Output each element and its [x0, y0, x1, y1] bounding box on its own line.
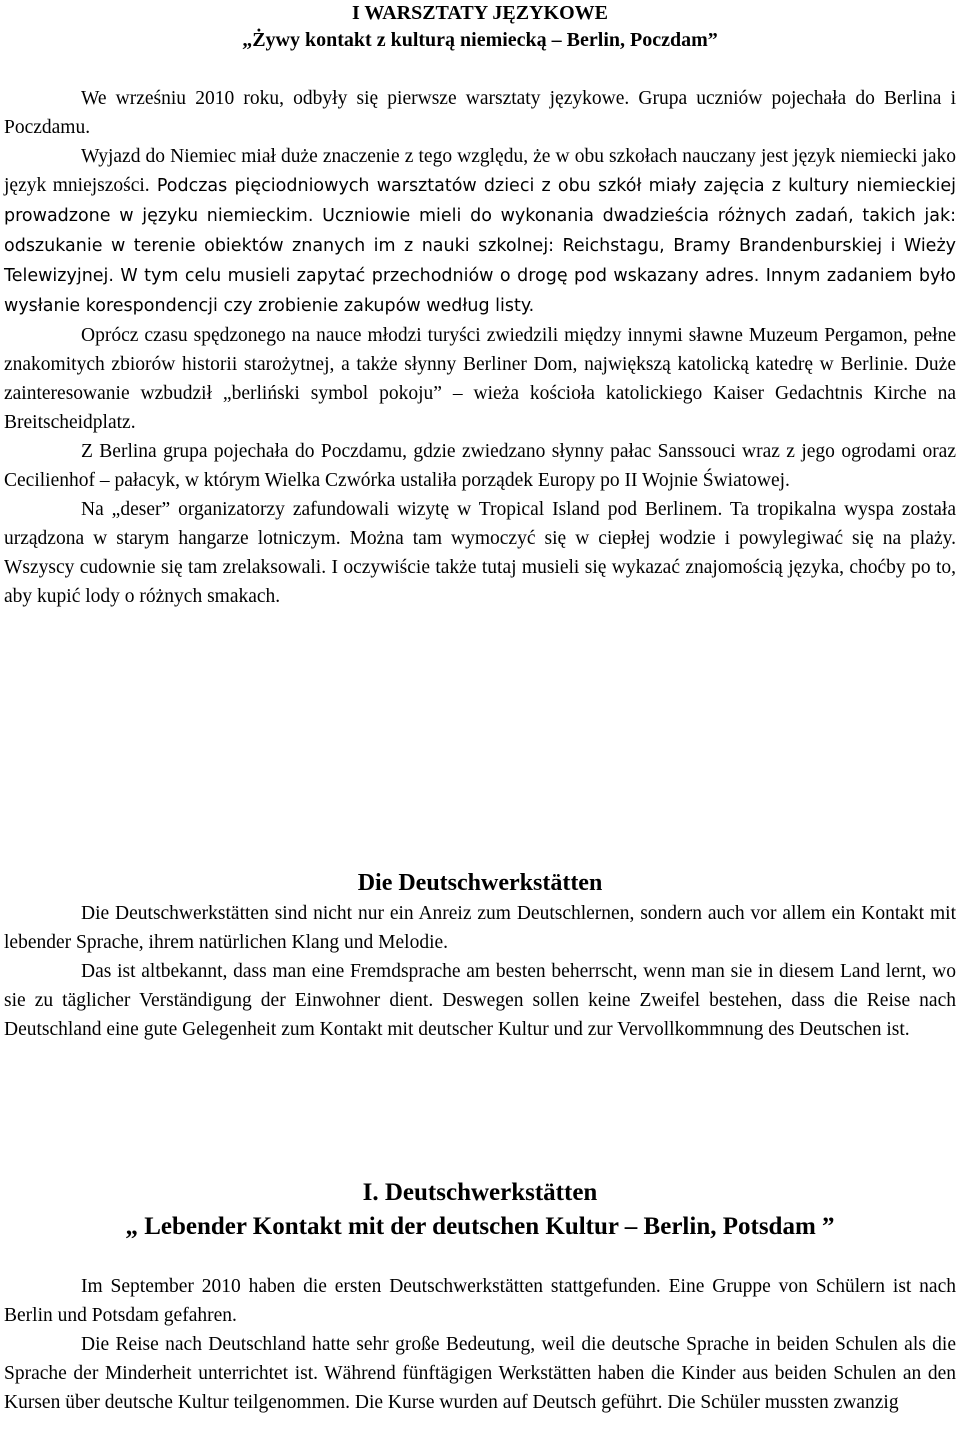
- german-title: I. Deutschwerkstätten: [362, 1179, 598, 1206]
- german-intro-paragraph-2: Das ist altbekannt, dass man eine Fremdsprache am besten beherrscht, wenn man sie in diesem Land lernt, wo sie zu täglicher Verständigung der Einwohner dient. Deswegen sollen keine Zweifel bestehen, dass die Reise nach Deutschland eine gute Gelegenheit zum Kontakt mit deutscher Kultur und zur Vervollkommnung des Deutschen ist.: [4, 961, 956, 1040]
- german-body: [4, 1272, 956, 1417]
- polish-subtitle: „Żywy kontakt z kulturą niemiecką – Berlin, Poczdam”: [242, 29, 718, 51]
- german-paragraph-1: Im September 2010 haben die ersten Deutschwerkstätten stattgefunden. Eine Gruppe von Schülern ist nach Berlin und Potsdam gefahren.: [4, 1276, 956, 1326]
- german-intro-body: [4, 899, 956, 1044]
- polish-paragraph-2: [4, 142, 956, 321]
- polish-paragraph-2-sans-a: Podczas pięciodniowych warsztatów dzieci z obu szkół miały zajęcia z kultury niemieckiej prowadzone w języku niemieckim. Uczniowie mieli do wykonania dwadzieścia różnych zadań, takich jak: odszukanie w terenie obiektów znanych im z nauki szkolnej: Reichstagu, Bramy Brandenburskiej i Wieży Telewizyjnej.: [4, 176, 956, 286]
- polish-paragraph-5: Na „deser” organizatorzy zafundowali wizytę w Tropical Island pod Berlinem. Ta tropikalna wyspa została urządzona w starym hangarze lotniczym. Można tam wymoczyć się w ciepłej wodzie i powylegiwać się na plaży. Wszyscy cudownie się tam zrelaksowali. I oczywiście także tutaj musieli się wykazać znajomością języka, choćby po to, aby kupić lody o różnych smakach.: [4, 499, 956, 607]
- polish-title: I WARSZTATY JĘZYKOWE: [352, 2, 608, 24]
- german-intro-title: Die Deutschwerkstätten: [357, 870, 603, 896]
- polish-paragraph-3: Oprócz czasu spędzonego na nauce młodzi turyści zwiedzili między innymi sławne Muzeum Pergamon, pełne znakomitych zbiorów historii starożytnej, a także słynny Berliner Dom, największą katolicką katedrę w Berlinie. Duże zainteresowanie wzbudził „berliński symbol pokoju” – wieża kościoła katolickiego Kaiser Gedachtnis Kirche na Breitscheidplatz.: [4, 325, 956, 433]
- polish-paragraph-2-sans-b: W tym celu musieli zapytać przechodniów o drogę pod wskazany adres. Innym zadaniem było wysłanie korespondencji czy zrobienie zakupów według listy.: [4, 266, 956, 316]
- german-paragraph-2: Die Reise nach Deutschland hatte sehr große Bedeutung, weil die deutsche Sprache in beiden Schulen als die Sprache der Minderheit unterrichtet ist. Während fünftägigen Werkstätten haben die Kinder aus beiden Schulen an den Kursen über deutsche Kultur teilgenommen. Die Kurse wurden auf Deutsch geführt. Die Schüler mussten zwanzig: [4, 1334, 956, 1413]
- polish-paragraph-1: We wrześniu 2010 roku, odbyły się pierwsze warsztaty językowe. Grupa uczniów pojechała do Berlina i Poczdamu.: [4, 88, 956, 138]
- german-subtitle: „ Lebender Kontakt mit der deutschen Kultur – Berlin, Potsdam ”: [125, 1213, 835, 1240]
- polish-paragraph-4: Z Berlina grupa pojechała do Poczdamu, gdzie zwiedzano słynny pałac Sanssouci wraz z jego ogrodami oraz Cecilienhof – pałacyk, w którym Wielka Czwórka ustaliła porządek Europy po II Wojnie Światowej.: [4, 441, 956, 491]
- polish-body: [4, 84, 956, 611]
- polish-paragraph-2-serif: Wyjazd do Niemiec miał duże znaczenie z tego względu, że w obu szkołach nauczany jest język niemiecki jako język mniejszości.: [4, 146, 956, 196]
- german-intro-paragraph-1: Die Deutschwerkstätten sind nicht nur ein Anreiz zum Deutschlernen, sondern auch vor allem ein Kontakt mit lebender Sprache, ihrem natürlichen Klang und Melodie.: [4, 903, 956, 953]
